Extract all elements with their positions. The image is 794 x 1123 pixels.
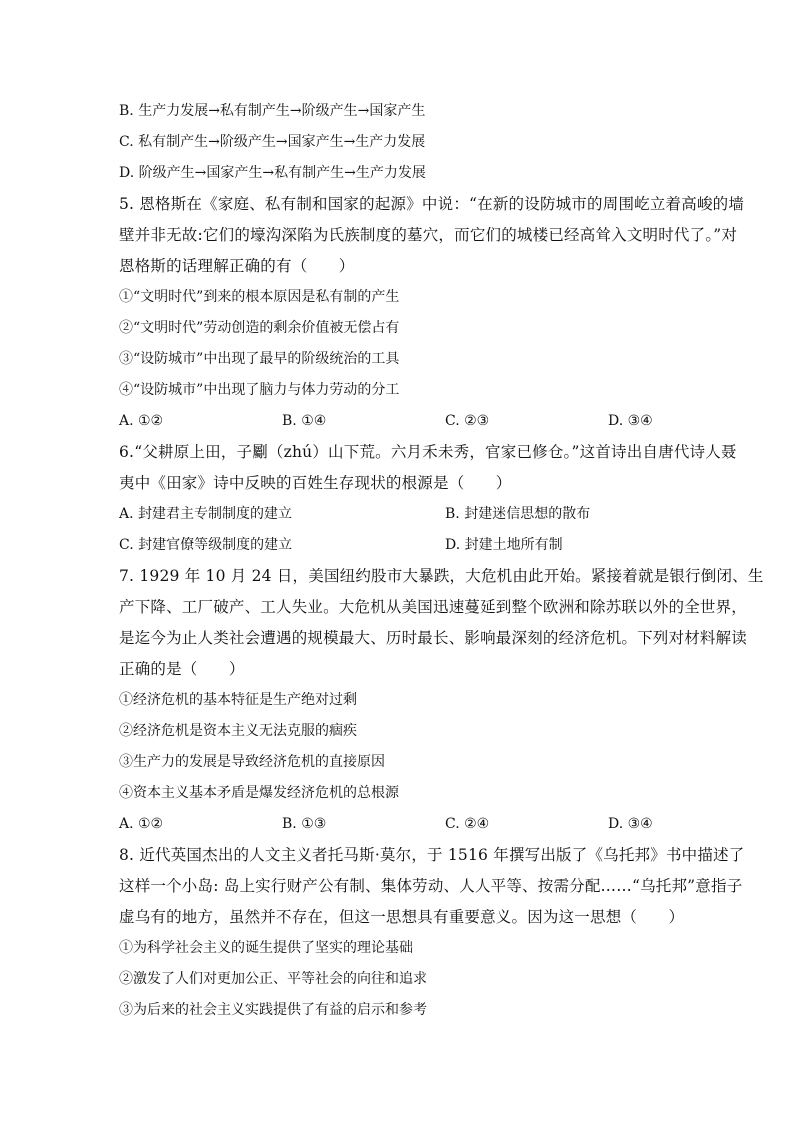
q8-item-1: ①为科学社会主义的诞生提供了坚实的理论基础 xyxy=(119,940,413,956)
q6-stem-line: 6.“父耕原上田，子劚（zhú）山下荒。六月禾未秀，官家已修仓。”这首诗出自唐代诗人聂 xyxy=(119,443,737,461)
q8-stem-line: 8. 近代英国杰出的人文主义者托马斯·莫尔，于 1516 年撰写出版了《乌托邦》书中描述了 xyxy=(119,846,745,864)
q7-option-a: A. ①② xyxy=(119,816,164,832)
question-5 xyxy=(119,189,745,437)
q5-option-b: B. ①④ xyxy=(282,413,327,429)
q7-stem-line: 7. 1929 年 10 月 24 日，美国纽约股市大暴跌，大危机由此开始。紧接着就是银行倒闭、生 xyxy=(119,567,764,585)
question-8 xyxy=(119,840,745,1026)
q5-stem-line: 壁并非无故:它们的壕沟深陷为氏族制度的墓穴，而它们的城楼已经高耸入文明时代了。”对 xyxy=(119,226,738,244)
q7-item-1: ①经济危机的基本特征是生产绝对过剩 xyxy=(119,692,357,708)
q8-stem-line: 这样一个小岛: 岛上实行财产公有制、集体劳动、人人平等、按需分配……“乌托邦”意指子 xyxy=(119,877,743,895)
q7-stem-line: 产下降、工厂破产、工人失业。大危机从美国迅速蔓延到整个欧洲和除苏联以外的全世界， xyxy=(119,598,748,616)
q5-option-a: A. ①② xyxy=(119,413,164,429)
q8-item-2: ②激发了人们对更加公正、平等社会的向往和追求 xyxy=(119,971,427,987)
q6-options-row-1 xyxy=(119,499,679,530)
q7-options xyxy=(119,809,679,840)
q5-option-c: C. ②③ xyxy=(445,413,490,429)
q8-stem-line: 虚乌有的地方，虽然并不存在，但这一思想具有重要意义。因为这一思想（ ） xyxy=(119,908,685,926)
q7-stem-line: 正确的是（ ） xyxy=(119,660,245,678)
q5-option-d: D. ③④ xyxy=(608,413,653,429)
q7-option-d: D. ③④ xyxy=(608,816,653,832)
q7-stem-line: 是迄今为止人类社会遭遇的规模最大、历时最长、影响最深刻的经济危机。下列对材料解读 xyxy=(119,629,748,647)
q6-option-d: D. 封建土地所有制 xyxy=(445,537,563,553)
q7-item-2: ②经济危机是资本主义无法克服的痼疾 xyxy=(119,723,357,739)
question-7 xyxy=(119,561,764,840)
q5-item-3: ③“设防城市”中出现了最早的阶级统治的工具 xyxy=(119,351,400,367)
q5-stem-line: 恩格斯的话理解正确的有（ ） xyxy=(119,257,355,275)
q5-stem-line: 5. 恩格斯在《家庭、私有制和国家的起源》中说：“在新的设防城市的周围屹立着高峻的墙 xyxy=(119,195,745,213)
q5-item-1: ①“文明时代”到来的根本原因是私有制的产生 xyxy=(119,289,400,305)
q7-option-c: C. ②④ xyxy=(445,816,490,832)
q5-item-2: ②“文明时代”劳动创造的剩余价值被无偿占有 xyxy=(119,320,400,336)
question-sheet xyxy=(119,96,764,1026)
q6-option-b: B. 封建迷信思想的散布 xyxy=(445,506,591,522)
q7-item-3: ③生产力的发展是导致经济危机的直接原因 xyxy=(119,754,385,770)
q8-item-3: ③为后来的社会主义实践提供了有益的启示和参考 xyxy=(119,1002,427,1018)
q7-option-b: B. ①③ xyxy=(282,816,327,832)
q5-item-4: ④“设防城市”中出现了脑力与体力劳动的分工 xyxy=(119,382,400,398)
q6-option-c: C. 封建官僚等级制度的建立 xyxy=(119,537,293,553)
q6-option-a: A. 封建君主专制制度的建立 xyxy=(119,506,293,522)
question-6 xyxy=(119,437,737,561)
q7-item-4: ④资本主义基本矛盾是爆发经济危机的总根源 xyxy=(119,785,399,801)
q6-options-row-2 xyxy=(119,530,679,561)
q4-option-b: B. 生产力发展→私有制产生→阶级产生→国家产生 xyxy=(119,103,426,119)
q4-option-d: D. 阶级产生→国家产生→私有制产生→生产力发展 xyxy=(119,165,426,181)
q6-stem-line: 夷中《田家》诗中反映的百姓生存现状的根源是（ ） xyxy=(119,474,512,492)
q4-option-c: C. 私有制产生→阶级产生→国家产生→生产力发展 xyxy=(119,134,426,150)
q5-options xyxy=(119,406,679,437)
